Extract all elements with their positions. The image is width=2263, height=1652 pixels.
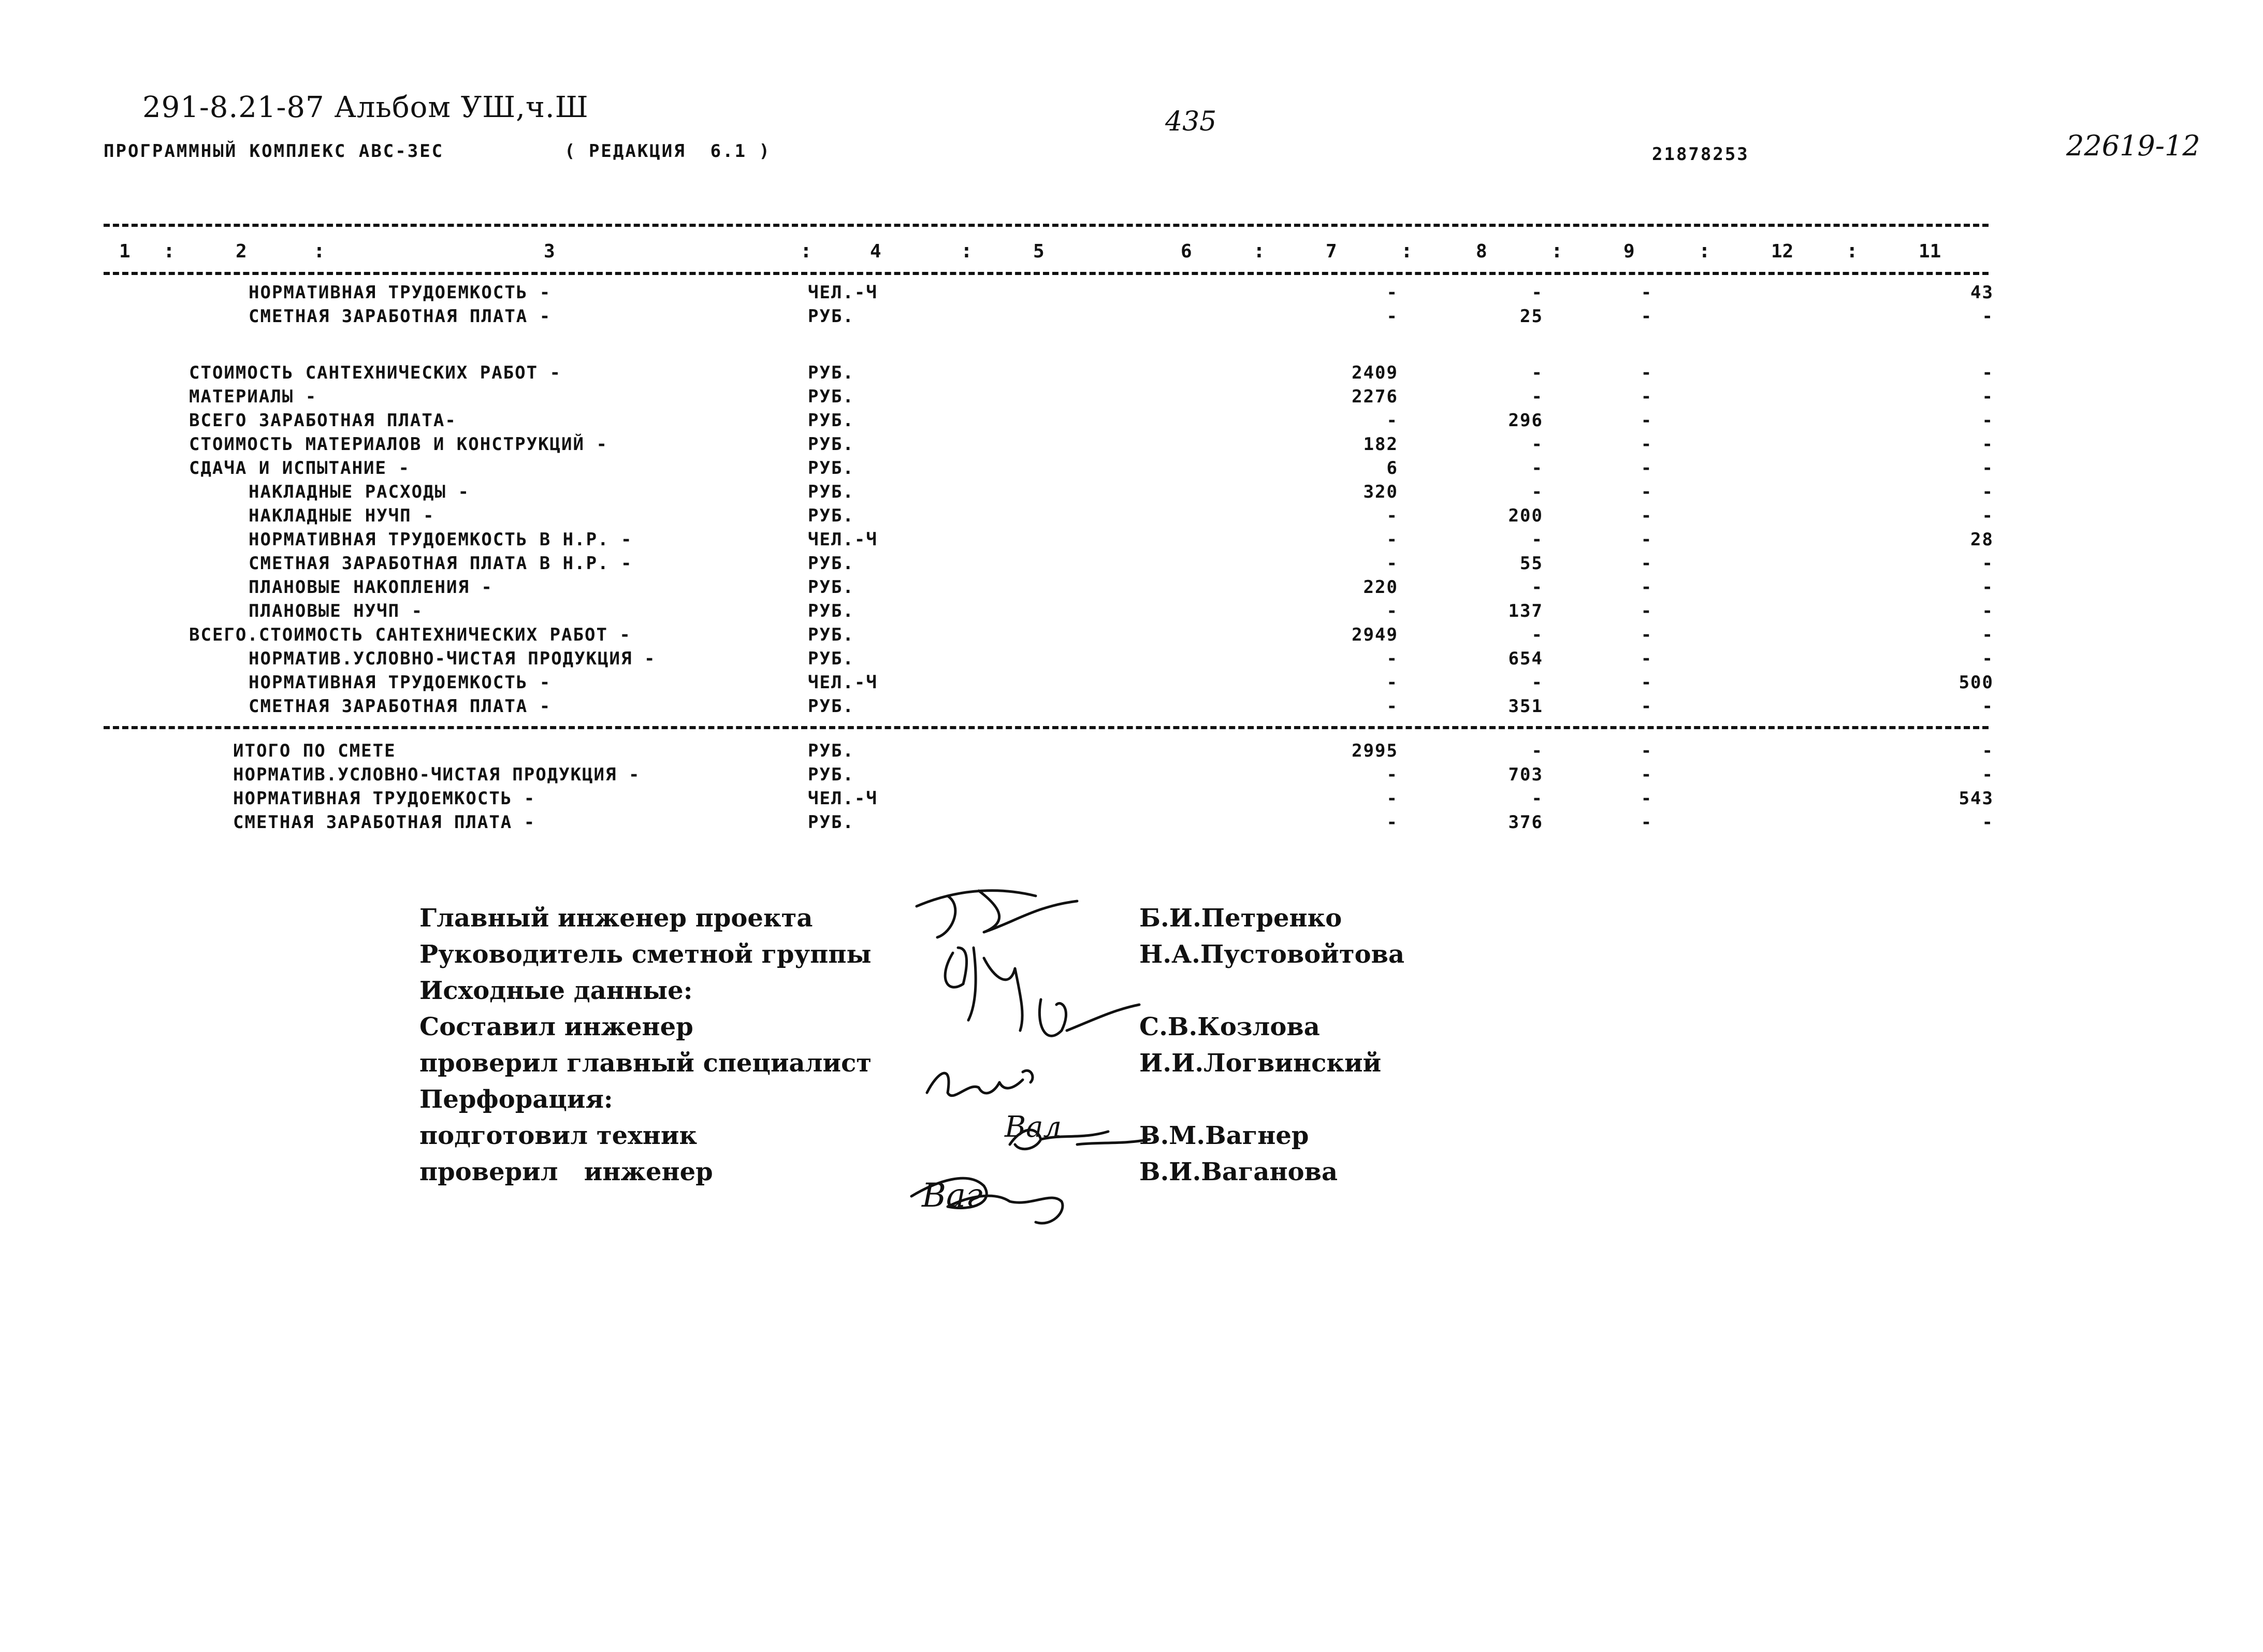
- row-label: СМЕТНАЯ ЗАРАБОТНАЯ ПЛАТА В Н.Р. -: [249, 553, 633, 574]
- row-col7-value: 2409: [1352, 363, 1398, 383]
- row-label: МАТЕРИАЛЫ -: [189, 386, 317, 407]
- table-row: [0, 386, 2263, 411]
- column-2-header: 2: [236, 241, 247, 262]
- table-row: [0, 648, 2263, 673]
- registration-number: 22619-12: [2066, 129, 2200, 162]
- signature-name: В.М.Вагнер: [1139, 1121, 1309, 1150]
- table-row: [0, 601, 2263, 626]
- row-unit: РУБ.: [808, 410, 854, 431]
- row-col8-value: 25: [1520, 306, 1543, 327]
- signature-role: подготовил техник: [419, 1121, 698, 1150]
- row-label: СТОИМОСТЬ МАТЕРИАЛОВ И КОНСТРУКЦИЙ -: [189, 434, 608, 455]
- row-unit: ЧЕЛ.-Ч: [808, 282, 878, 303]
- row-col7-value: -: [1386, 788, 1398, 809]
- row-col8-value: -: [1531, 282, 1543, 303]
- column-1-header: 1: [119, 241, 130, 262]
- row-label: НАКЛАДНЫЕ РАСХОДЫ -: [249, 482, 470, 502]
- row-col8-value: -: [1531, 672, 1543, 693]
- handwritten-signatures: [906, 875, 1176, 1227]
- column-3-header: 3: [544, 241, 555, 262]
- column-separator: :: [1699, 239, 1710, 262]
- signature-name: В.И.Ваганова: [1139, 1157, 1338, 1186]
- row-unit: РУБ.: [808, 505, 854, 526]
- column-7-header: 7: [1326, 241, 1337, 262]
- row-label: СМЕТНАЯ ЗАРАБОТНАЯ ПЛАТА -: [249, 696, 552, 717]
- table-header-rule: [104, 272, 1989, 275]
- table-top-rule: [104, 224, 1989, 227]
- row-col8-value: -: [1531, 529, 1543, 550]
- row-col9-value: -: [1641, 764, 1653, 785]
- table-row: [0, 505, 2263, 530]
- row-col8-value: -: [1531, 434, 1543, 455]
- row-col7-value: -: [1386, 764, 1398, 785]
- row-col7-value: -: [1386, 529, 1398, 550]
- row-unit: РУБ.: [808, 601, 854, 621]
- row-label: НОРМАТИВНАЯ ТРУДОЕМКОСТЬ -: [249, 672, 552, 693]
- column-separator: :: [1253, 239, 1265, 262]
- signature-pustovoitova-mark: [945, 948, 1022, 1031]
- row-label: НОРМАТИВНАЯ ТРУДОЕМКОСТЬ -: [233, 788, 536, 809]
- row-col11-value: -: [1982, 434, 1994, 455]
- row-col9-value: -: [1641, 577, 1653, 598]
- signature-name: Н.А.Пустовойтова: [1139, 940, 1405, 969]
- signature-petrenko-mark: [917, 891, 1077, 937]
- row-col8-value: -: [1531, 363, 1543, 383]
- column-8-header: 8: [1476, 241, 1487, 262]
- row-col9-value: -: [1641, 363, 1653, 383]
- row-col7-value: -: [1386, 553, 1398, 574]
- table-row: [0, 788, 2263, 813]
- row-col7-value: -: [1386, 410, 1398, 431]
- row-col8-value: -: [1531, 577, 1543, 598]
- row-label: ВСЕГО.СТОИМОСТЬ САНТЕХНИЧЕСКИХ РАБОТ -: [189, 625, 631, 645]
- column-separator: :: [313, 239, 325, 262]
- document-code: 291-8.21-87 Альбом УШ,ч.Ш: [142, 91, 589, 124]
- row-col7-value: 2276: [1352, 386, 1398, 407]
- row-label: СДАЧА И ИСПЫТАНИЕ -: [189, 458, 410, 479]
- column-separator: :: [1551, 239, 1563, 262]
- row-col7-value: -: [1386, 505, 1398, 526]
- column-5-header: 5: [1033, 241, 1045, 262]
- program-edition: ( РЕДАКЦИЯ 6.1 ): [564, 141, 771, 162]
- row-col7-value: -: [1386, 648, 1398, 669]
- table-row: [0, 282, 2263, 307]
- row-col11-value: -: [1982, 458, 1994, 479]
- row-col8-value: 200: [1508, 505, 1543, 526]
- row-unit: РУБ.: [808, 458, 854, 479]
- column-separator: :: [961, 239, 973, 262]
- page-number: 435: [1165, 106, 1217, 137]
- table-row: [0, 529, 2263, 554]
- row-col9-value: -: [1641, 741, 1653, 761]
- signature-role: Составил инженер: [419, 1012, 693, 1041]
- table-row: [0, 410, 2263, 435]
- row-unit: РУБ.: [808, 553, 854, 574]
- column-separator: :: [800, 239, 812, 262]
- row-unit: ЧЕЛ.-Ч: [808, 672, 878, 693]
- row-label: НОРМАТИВНАЯ ТРУДОЕМКОСТЬ -: [249, 282, 552, 303]
- table-row: [0, 812, 2263, 837]
- signature-role: проверил инженер: [419, 1157, 713, 1186]
- row-col11-value: 500: [1959, 672, 1994, 693]
- row-unit: РУБ.: [808, 577, 854, 598]
- row-col11-value: -: [1982, 764, 1994, 785]
- row-col9-value: -: [1641, 648, 1653, 669]
- row-label: НАКЛАДНЫЕ НУЧП -: [249, 505, 435, 526]
- row-label: ПЛАНОВЫЕ НАКОПЛЕНИЯ -: [249, 577, 493, 598]
- row-unit: РУБ.: [808, 434, 854, 455]
- signature-role: Исходные данные:: [419, 976, 693, 1005]
- table-row: [0, 458, 2263, 483]
- column-9-header: 9: [1623, 241, 1635, 262]
- row-col9-value: -: [1641, 434, 1653, 455]
- row-col11-value: -: [1982, 812, 1994, 833]
- signature-role: Перфорация:: [419, 1085, 613, 1114]
- row-col9-value: -: [1641, 386, 1653, 407]
- program-code: 21878253: [1652, 144, 1749, 165]
- row-label: ВСЕГО ЗАРАБОТНАЯ ПЛАТА-: [189, 410, 457, 431]
- table-row: [0, 482, 2263, 506]
- totals-separator-rule: [104, 726, 1989, 729]
- row-col11-value: 543: [1959, 788, 1994, 809]
- row-col11-value: -: [1982, 741, 1994, 761]
- row-col11-value: -: [1982, 306, 1994, 327]
- row-col9-value: -: [1641, 482, 1653, 502]
- row-unit: РУБ.: [808, 306, 854, 327]
- column-6-header: 6: [1181, 241, 1192, 262]
- row-col11-value: 28: [1970, 529, 1994, 550]
- row-unit: РУБ.: [808, 386, 854, 407]
- row-col7-value: -: [1386, 696, 1398, 717]
- row-col7-value: 6: [1386, 458, 1398, 479]
- row-col7-value: -: [1386, 306, 1398, 327]
- signature-handwritten-text-1: Вал: [1005, 1110, 1062, 1144]
- row-col9-value: -: [1641, 282, 1653, 303]
- table-row: [0, 625, 2263, 649]
- column-11-header: 11: [1919, 241, 1941, 262]
- table-row: [0, 553, 2263, 578]
- row-col7-value: -: [1386, 282, 1398, 303]
- signature-kozlova-mark: [1039, 999, 1139, 1036]
- row-col11-value: -: [1982, 386, 1994, 407]
- row-col7-value: -: [1386, 601, 1398, 621]
- row-col9-value: -: [1641, 696, 1653, 717]
- column-separator: :: [163, 239, 175, 262]
- row-unit: РУБ.: [808, 363, 854, 383]
- column-12-header: 12: [1771, 241, 1794, 262]
- row-col9-value: -: [1641, 306, 1653, 327]
- row-col8-value: 654: [1508, 648, 1543, 669]
- row-col11-value: -: [1982, 625, 1994, 645]
- row-unit: РУБ.: [808, 696, 854, 717]
- signature-name: С.В.Козлова: [1139, 1012, 1320, 1041]
- column-separator: :: [1401, 239, 1413, 262]
- row-label: СМЕТНАЯ ЗАРАБОТНАЯ ПЛАТА -: [249, 306, 552, 327]
- table-row: [0, 696, 2263, 721]
- signature-handwritten-text-2: Ваг: [922, 1177, 983, 1215]
- table-row: [0, 363, 2263, 387]
- row-unit: РУБ.: [808, 482, 854, 502]
- row-col8-value: 137: [1508, 601, 1543, 621]
- row-col8-value: -: [1531, 625, 1543, 645]
- row-label: ПЛАНОВЫЕ НУЧП -: [249, 601, 424, 621]
- row-unit: ЧЕЛ.-Ч: [808, 788, 878, 809]
- row-label: СМЕТНАЯ ЗАРАБОТНАЯ ПЛАТА -: [233, 812, 536, 833]
- row-col7-value: -: [1386, 672, 1398, 693]
- row-unit: РУБ.: [808, 741, 854, 761]
- signature-logvinsky-mark: [927, 1070, 1033, 1095]
- row-unit: РУБ.: [808, 625, 854, 645]
- row-col7-value: 182: [1363, 434, 1398, 455]
- row-col7-value: 320: [1363, 482, 1398, 502]
- signature-name: Б.И.Петренко: [1139, 904, 1342, 933]
- table-row: [0, 672, 2263, 697]
- row-col11-value: 43: [1970, 282, 1994, 303]
- row-col8-value: -: [1531, 482, 1543, 502]
- row-col7-value: -: [1386, 812, 1398, 833]
- row-unit: ЧЕЛ.-Ч: [808, 529, 878, 550]
- row-col8-value: 376: [1508, 812, 1543, 833]
- row-col7-value: 220: [1363, 577, 1398, 598]
- row-label: ИТОГО ПО СМЕТЕ: [233, 741, 396, 761]
- row-col9-value: -: [1641, 625, 1653, 645]
- table-row: [0, 764, 2263, 789]
- row-col9-value: -: [1641, 505, 1653, 526]
- row-col11-value: -: [1982, 482, 1994, 502]
- row-col9-value: -: [1641, 458, 1653, 479]
- row-col9-value: -: [1641, 410, 1653, 431]
- row-col8-value: 296: [1508, 410, 1543, 431]
- row-col9-value: -: [1641, 788, 1653, 809]
- row-col11-value: -: [1982, 553, 1994, 574]
- row-col11-value: -: [1982, 410, 1994, 431]
- row-unit: РУБ.: [808, 764, 854, 785]
- row-label: НОРМАТИВ.УСЛОВНО-ЧИСТАЯ ПРОДУКЦИЯ -: [233, 764, 641, 785]
- row-col8-value: -: [1531, 741, 1543, 761]
- signature-role: Главный инженер проекта: [419, 904, 813, 933]
- program-name: ПРОГРАММНЫЙ КОМПЛЕКС АВС-3ЕС: [104, 141, 444, 162]
- column-separator: :: [1846, 239, 1858, 262]
- table-row: [0, 577, 2263, 602]
- row-unit: РУБ.: [808, 648, 854, 669]
- row-col7-value: 2949: [1352, 625, 1398, 645]
- row-col11-value: -: [1982, 696, 1994, 717]
- row-label: НОРМАТИВНАЯ ТРУДОЕМКОСТЬ В Н.Р. -: [249, 529, 633, 550]
- row-col9-value: -: [1641, 553, 1653, 574]
- row-col8-value: -: [1531, 458, 1543, 479]
- row-label: НОРМАТИВ.УСЛОВНО-ЧИСТАЯ ПРОДУКЦИЯ -: [249, 648, 656, 669]
- signature-role: Руководитель сметной группы: [419, 940, 872, 969]
- row-col7-value: 2995: [1352, 741, 1398, 761]
- signature-role: проверил главный специалист: [419, 1049, 872, 1078]
- row-col9-value: -: [1641, 601, 1653, 621]
- row-col11-value: -: [1982, 363, 1994, 383]
- row-col9-value: -: [1641, 812, 1653, 833]
- signature-name: И.И.Логвинский: [1139, 1049, 1382, 1078]
- row-col9-value: -: [1641, 529, 1653, 550]
- row-col8-value: 55: [1520, 553, 1543, 574]
- row-col8-value: -: [1531, 386, 1543, 407]
- table-row: [0, 434, 2263, 459]
- row-unit: РУБ.: [808, 812, 854, 833]
- row-col11-value: -: [1982, 505, 1994, 526]
- row-col9-value: -: [1641, 672, 1653, 693]
- column-4-header: 4: [870, 241, 881, 262]
- row-col8-value: 703: [1508, 764, 1543, 785]
- row-col11-value: -: [1982, 577, 1994, 598]
- row-label: СТОИМОСТЬ САНТЕХНИЧЕСКИХ РАБОТ -: [189, 363, 562, 383]
- row-col8-value: 351: [1508, 696, 1543, 717]
- row-col11-value: -: [1982, 648, 1994, 669]
- table-row: [0, 306, 2263, 331]
- row-col11-value: -: [1982, 601, 1994, 621]
- table-row: [0, 741, 2263, 765]
- row-col8-value: -: [1531, 788, 1543, 809]
